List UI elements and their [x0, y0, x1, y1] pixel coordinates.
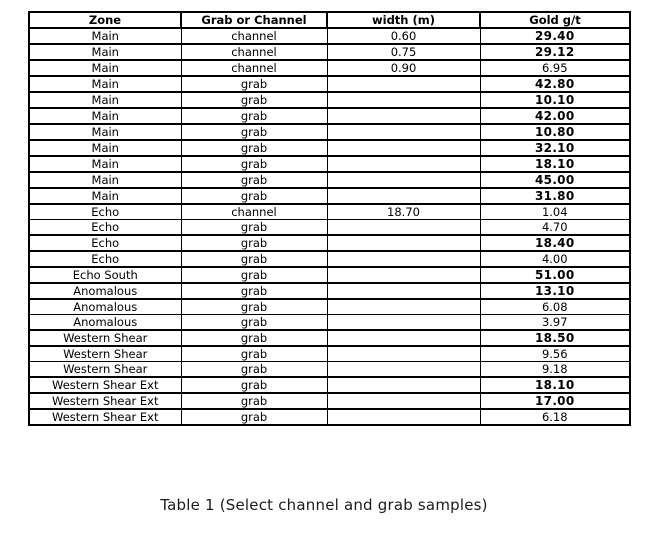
method-cell: grab	[181, 220, 327, 236]
table-row	[29, 220, 630, 236]
table-row	[29, 362, 630, 378]
gold-cell: 29.40	[480, 28, 630, 44]
width-cell	[327, 362, 480, 378]
table-row	[29, 315, 630, 331]
method-cell: channel	[181, 204, 327, 220]
method-cell: grab	[181, 315, 327, 331]
table-row	[29, 346, 630, 362]
zone-cell: Echo	[29, 235, 181, 251]
gold-cell: 17.00	[480, 393, 630, 409]
column-header-gold: Gold g/t	[480, 12, 630, 28]
width-cell	[327, 330, 480, 346]
width-cell: 0.60	[327, 28, 480, 44]
method-cell: grab	[181, 251, 327, 267]
table-row	[29, 393, 630, 409]
width-cell	[327, 377, 480, 393]
gold-cell: 18.10	[480, 377, 630, 393]
gold-cell: 18.50	[480, 330, 630, 346]
width-cell	[327, 235, 480, 251]
method-cell: grab	[181, 299, 327, 315]
table-row	[29, 377, 630, 393]
column-header-zone: Zone	[29, 12, 181, 28]
zone-cell: Main	[29, 60, 181, 76]
width-cell: 18.70	[327, 204, 480, 220]
width-cell	[327, 76, 480, 92]
method-cell: grab	[181, 235, 327, 251]
method-cell: grab	[181, 140, 327, 156]
zone-cell: Main	[29, 140, 181, 156]
gold-cell: 10.10	[480, 92, 630, 108]
method-cell: grab	[181, 283, 327, 299]
width-cell	[327, 315, 480, 331]
width-cell	[327, 188, 480, 204]
table-row	[29, 108, 630, 124]
gold-cell: 13.10	[480, 283, 630, 299]
zone-cell: Main	[29, 28, 181, 44]
width-cell	[327, 251, 480, 267]
gold-cell: 42.80	[480, 76, 630, 92]
gold-cell: 6.95	[480, 60, 630, 76]
width-cell	[327, 124, 480, 140]
method-cell: grab	[181, 330, 327, 346]
gold-cell: 18.40	[480, 235, 630, 251]
table-caption: Table 1 (Select channel and grab samples)	[160, 496, 488, 514]
table-row	[29, 28, 630, 44]
method-cell: grab	[181, 156, 327, 172]
method-cell: grab	[181, 124, 327, 140]
zone-cell: Western Shear	[29, 346, 181, 362]
width-cell	[327, 267, 480, 283]
method-cell: grab	[181, 362, 327, 378]
zone-cell: Western Shear	[29, 330, 181, 346]
method-cell: grab	[181, 188, 327, 204]
zone-cell: Main	[29, 76, 181, 92]
gold-cell: 9.18	[480, 362, 630, 378]
table-row	[29, 124, 630, 140]
table-row	[29, 92, 630, 108]
gold-cell: 45.00	[480, 172, 630, 188]
width-cell	[327, 140, 480, 156]
table-body	[29, 28, 630, 425]
zone-cell: Main	[29, 124, 181, 140]
zone-cell: Echo South	[29, 267, 181, 283]
gold-cell: 1.04	[480, 204, 630, 220]
method-cell: channel	[181, 28, 327, 44]
width-cell: 0.90	[327, 60, 480, 76]
method-cell: grab	[181, 267, 327, 283]
gold-cell: 4.00	[480, 251, 630, 267]
gold-cell: 29.12	[480, 44, 630, 60]
width-cell	[327, 92, 480, 108]
method-cell: grab	[181, 393, 327, 409]
method-cell: grab	[181, 346, 327, 362]
zone-cell: Main	[29, 44, 181, 60]
table-row	[29, 299, 630, 315]
table-row	[29, 251, 630, 267]
table-row	[29, 140, 630, 156]
table-row	[29, 76, 630, 92]
gold-cell: 51.00	[480, 267, 630, 283]
method-cell: grab	[181, 409, 327, 425]
gold-cell: 31.80	[480, 188, 630, 204]
width-cell	[327, 299, 480, 315]
gold-cell: 9.56	[480, 346, 630, 362]
gold-cell: 10.80	[480, 124, 630, 140]
gold-cell: 6.08	[480, 299, 630, 315]
method-cell: grab	[181, 92, 327, 108]
gold-cell: 42.00	[480, 108, 630, 124]
gold-cell: 32.10	[480, 140, 630, 156]
table-row	[29, 188, 630, 204]
method-cell: grab	[181, 76, 327, 92]
table-row	[29, 44, 630, 60]
zone-cell: Main	[29, 156, 181, 172]
table-row	[29, 60, 630, 76]
method-cell: channel	[181, 44, 327, 60]
zone-cell: Western Shear Ext	[29, 393, 181, 409]
zone-cell: Main	[29, 172, 181, 188]
zone-cell: Anomalous	[29, 283, 181, 299]
width-cell	[327, 108, 480, 124]
zone-cell: Echo	[29, 220, 181, 236]
table-row	[29, 283, 630, 299]
width-cell	[327, 156, 480, 172]
samples-table	[28, 11, 631, 426]
column-header-width: width (m)	[327, 12, 480, 28]
gold-cell: 18.10	[480, 156, 630, 172]
method-cell: channel	[181, 60, 327, 76]
zone-cell: Anomalous	[29, 299, 181, 315]
width-cell	[327, 172, 480, 188]
table-row	[29, 172, 630, 188]
method-cell: grab	[181, 377, 327, 393]
width-cell	[327, 220, 480, 236]
table-row	[29, 204, 630, 220]
gold-cell: 3.97	[480, 315, 630, 331]
width-cell	[327, 346, 480, 362]
table-row	[29, 156, 630, 172]
zone-cell: Western Shear Ext	[29, 409, 181, 425]
table-row	[29, 409, 630, 425]
zone-cell: Main	[29, 92, 181, 108]
zone-cell: Main	[29, 108, 181, 124]
width-cell	[327, 393, 480, 409]
zone-cell: Echo	[29, 204, 181, 220]
zone-cell: Western Shear Ext	[29, 377, 181, 393]
method-cell: grab	[181, 108, 327, 124]
method-cell: grab	[181, 172, 327, 188]
column-header-method: Grab or Channel	[181, 12, 327, 28]
zone-cell: Echo	[29, 251, 181, 267]
table-row	[29, 267, 630, 283]
zone-cell: Main	[29, 188, 181, 204]
gold-cell: 4.70	[480, 220, 630, 236]
width-cell	[327, 409, 480, 425]
width-cell: 0.75	[327, 44, 480, 60]
gold-cell: 6.18	[480, 409, 630, 425]
width-cell	[327, 283, 480, 299]
table-row	[29, 330, 630, 346]
zone-cell: Anomalous	[29, 315, 181, 331]
table-row	[29, 235, 630, 251]
table-header-row	[29, 12, 630, 28]
zone-cell: Western Shear	[29, 362, 181, 378]
